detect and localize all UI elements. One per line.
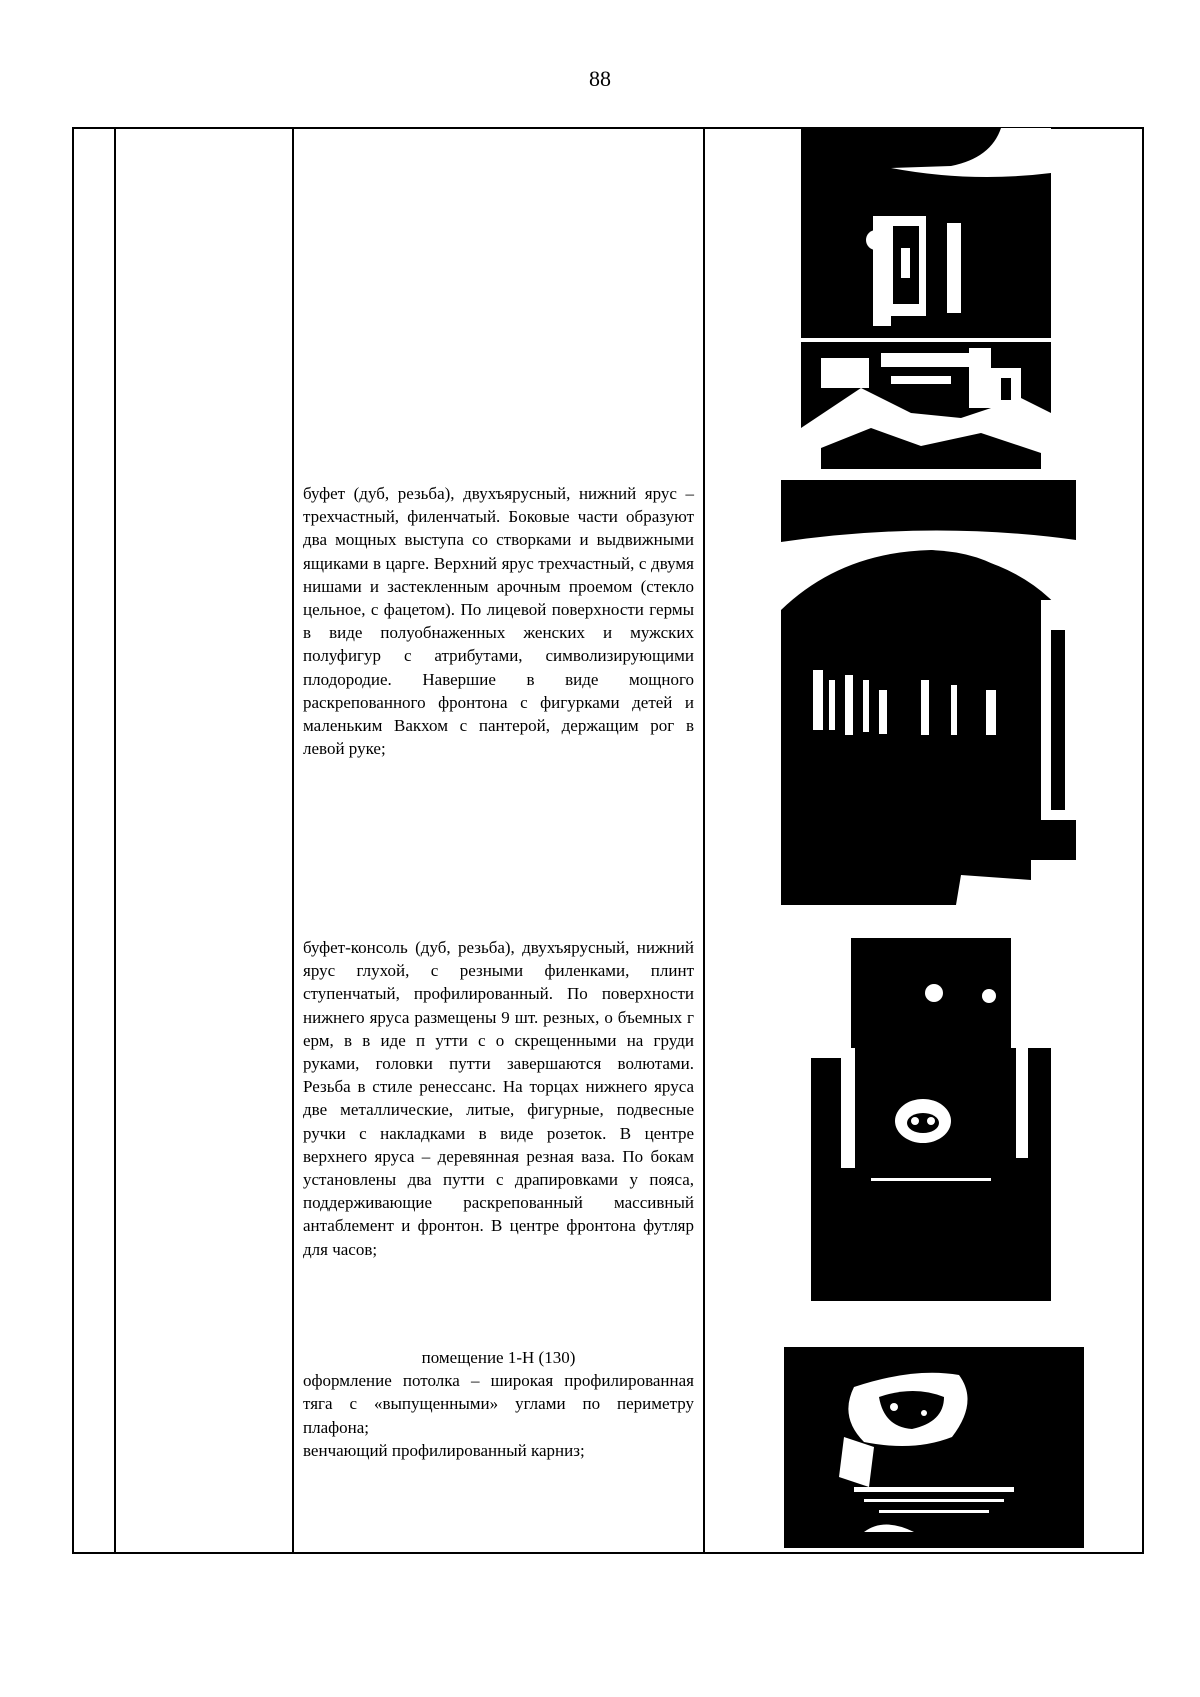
column-divider-1 <box>114 127 116 1554</box>
buffet-description-text: буфет (дуб, резьба), двухъярусный, нижний ярус – трехчастный, филенчатый. Боковые части образуют два мощных выступа со створками и выдвижными ящиками в царге. Верхний ярус трехчастный, с двумя нишами и застекленным арочным проемом (стекло цельное, с фацетом). По лицевой поверхности гермы в виде полуобнаженных женских и мужских полуфигур с атрибутами, символизирующими плодородие. Навершие в виде мощного раскрепованного фронтона с фигурками детей и маленьким Вакхом с пантерой, держащим рог в левой руке; <box>303 484 694 759</box>
ceiling-decoration-item: оформление потолка – широкая профилированная тяга с «выпущенными» углами по периметру плафона; <box>303 1371 694 1437</box>
buffet-console-description <box>303 936 694 1261</box>
cornice-item: венчающий профилированный карниз; <box>303 1440 585 1460</box>
column-divider-3 <box>703 127 705 1554</box>
column-divider-2 <box>292 127 294 1554</box>
room-section <box>303 1346 694 1462</box>
photo-ceiling <box>784 1347 1084 1548</box>
buffet-description <box>303 482 694 760</box>
photo-interior-fragment <box>801 128 1051 469</box>
buffet-console-description-text: буфет-консоль (дуб, резьба), двухъярусный, нижний ярус глухой, с резными филенками, плинт ступенчатый, профилированный. По поверхности нижнего яруса размещены 9 шт. резных, о бъемных г ерм, в в иде п утти с о скрещенными на груди руками, головки путти завершаются волютами. Резьба в стиле ренессанс. На торцах нижнего яруса две металлические, литые, фигурные, подвесные ручки с накладками в виде розеток. В центре верхнего яруса – деревянная резная ваза. По бокам установлены два путти с драпировками у пояса, поддерживающие раскрепованный массивный антаблемент и фронтон. В центре фронтона футляр для часов; <box>303 938 694 1259</box>
photo-buffet <box>781 480 1076 905</box>
photo-buffet-console <box>811 938 1051 1301</box>
room-heading: помещение 1-Н (130) <box>421 1348 576 1367</box>
page-number: 88 <box>589 66 611 91</box>
